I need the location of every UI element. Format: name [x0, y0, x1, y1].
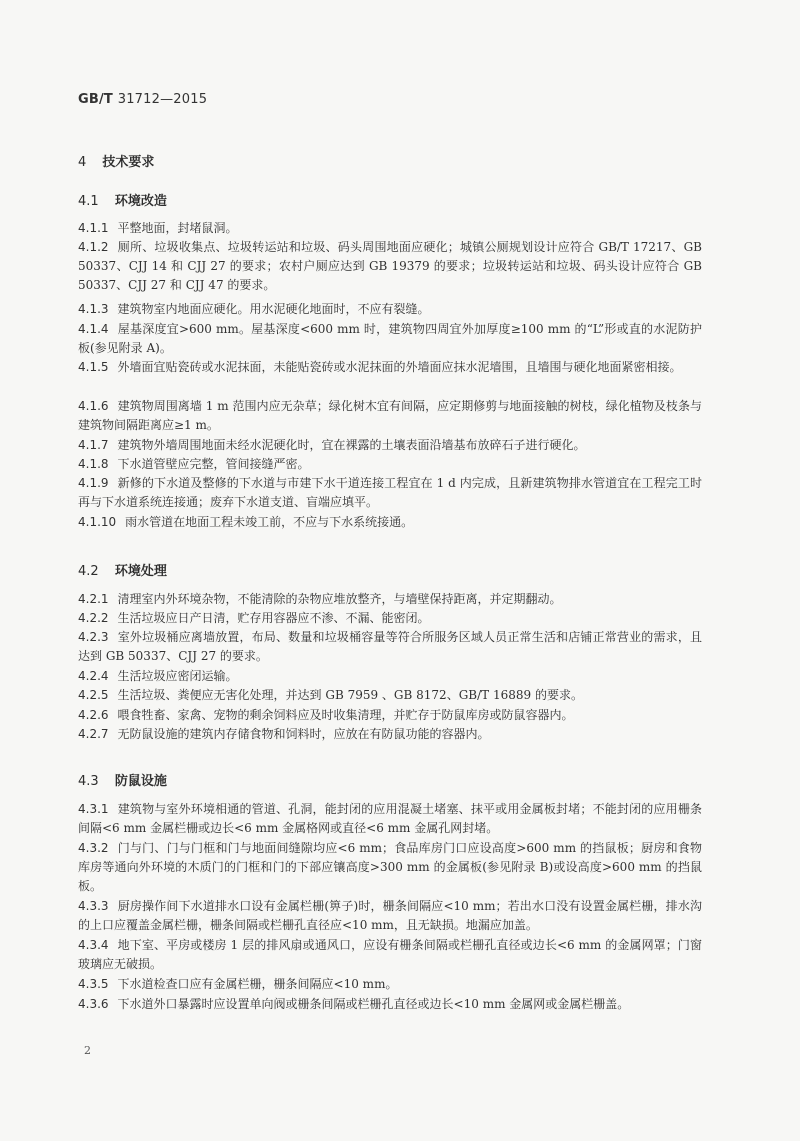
clause-4-1-5	[78, 358, 702, 377]
chapter-title: 技术要求	[102, 155, 155, 170]
clause-text: 外墙面宜贴瓷砖或水泥抹面，未能贴瓷砖或水泥抹面的外墙面应抹水泥墙围，且墙围与硬化地面紧密相接。	[117, 360, 682, 374]
clause-text: 无防鼠设施的建筑内存储食物和饲料时，应放在有防鼠功能的容器内。	[117, 727, 490, 741]
clause-number: 4.3.4	[78, 938, 109, 952]
clause-number: 4.3.6	[78, 997, 109, 1011]
clause-number: 4.1.3	[78, 302, 109, 316]
clause-4-1-1	[78, 219, 702, 238]
clause-4-3-5	[78, 975, 702, 994]
section-title: 环境处理	[114, 564, 167, 579]
clause-4-1-2	[78, 238, 702, 296]
clause-number: 4.2.3	[78, 630, 109, 644]
page-number: 2	[84, 1044, 91, 1057]
standard-prefix: GB/T	[78, 92, 113, 107]
section-heading	[78, 560, 167, 579]
section-title: 防鼠设施	[114, 774, 167, 789]
clause-number: 4.1.2	[78, 240, 109, 254]
clause-text: 厨房操作间下水道排水口设有金属栏栅(箅子)时，栅条间隔应<10 mm；若出水口没有设置金属栏栅，排水沟的上口应覆盖金属栏栅，栅条间隔或栏栅孔直径应<10 mm，且无缺损。地漏应加盖。	[78, 899, 702, 933]
clause-text: 地下室、平房或楼房 1 层的排风扇或通风口，应设有栅条间隔或栏栅孔直径或边长<6 mm 的金属网罩；门窗玻璃应无破损。	[78, 938, 702, 972]
clause-text: 建筑物室内地面应硬化。用水泥硬化地面时，不应有裂缝。	[117, 302, 430, 316]
clause-number: 4.1.10	[78, 515, 117, 529]
clause-number: 4.3.5	[78, 977, 109, 991]
clause-text: 平整地面，封堵鼠洞。	[117, 221, 238, 235]
clause-number: 4.3.3	[78, 899, 109, 913]
clause-4-2-3	[78, 628, 702, 666]
clause-text: 下水道管壁应完整，管间接缝严密。	[117, 457, 310, 471]
clause-number: 4.1.6	[78, 399, 109, 413]
clause-text: 下水道检查口应有金属栏栅，栅条间隔应<10 mm。	[117, 977, 398, 991]
clause-text: 生活垃圾应密闭运输。	[117, 669, 238, 683]
clause-number: 4.2.7	[78, 727, 109, 741]
clause-4-2-4	[78, 667, 702, 686]
clause-number: 4.1.1	[78, 221, 109, 235]
clause-number: 4.1.9	[78, 476, 109, 490]
section-number: 4.3	[78, 774, 99, 789]
clause-4-3-6	[78, 995, 702, 1014]
section-number: 4.2	[78, 564, 99, 579]
clause-text: 清理室内外环境杂物，不能清除的杂物应堆放整齐，与墙壁保持距离，并定期翻动。	[117, 592, 562, 606]
section-heading	[78, 190, 167, 209]
clause-number: 4.2.6	[78, 708, 109, 722]
clause-text: 下水道外口暴露时应设置单向阀或栅条间隔或栏栅孔直径或边长<10 mm 金属网或金属栏栅盖。	[117, 997, 630, 1011]
section-heading	[78, 770, 167, 789]
clause-4-2-5	[78, 686, 702, 705]
clause-4-3-2	[78, 839, 702, 897]
clause-text: 喂食牲畜、家禽、宠物的剩余饲料应及时收集清理，并贮存于防鼠库房或防鼠容器内。	[117, 708, 574, 722]
clause-text: 新修的下水道及整修的下水道与市建下水干道连接工程宜在 1 d 内完成，且新建筑物排水管道宜在工程完工时再与下水道系统连接通；废弃下水道支道、盲端应填平。	[78, 476, 702, 510]
section-title: 环境改造	[114, 194, 167, 209]
clause-text: 厕所、垃圾收集点、垃圾转运站和垃圾、码头周围地面应硬化；城镇公厕规划设计应符合 GB/T 17217、GB 50337、CJJ 14 和 CJJ 27 的要求；农村户厕应达到 GB 19379 的要求；垃圾转运站和垃圾、码头设计应符合 GB 50337、CJJ 27 和 CJJ 47 的要求。	[78, 240, 702, 293]
chapter-number: 4	[78, 155, 87, 170]
clause-text: 室外垃圾桶应离墙放置，布局、数量和垃圾桶容量等符合所服务区域人员正常生活和店铺正常营业的需求，且达到 GB 50337、CJJ 27 的要求。	[78, 630, 702, 664]
clause-4-1-10	[78, 513, 702, 532]
clause-4-1-8	[78, 455, 702, 474]
clause-4-2-7	[78, 725, 702, 744]
chapter-heading	[78, 151, 154, 170]
clause-number: 4.2.1	[78, 592, 109, 606]
clause-text: 建筑物周围离墙 1 m 范围内应无杂草；绿化树木宜有间隔，应定期修剪与地面接触的树枝，绿化植物及枝条与建筑物间隔距离应≥1 m。	[78, 399, 702, 433]
section-number: 4.1	[78, 194, 99, 209]
clause-text: 生活垃圾应日产日清，贮存用容器应不渗、不漏、能密闭。	[117, 611, 430, 625]
standard-number: 31712—2015	[117, 92, 208, 107]
clause-4-3-1	[78, 800, 702, 838]
clause-4-1-4	[78, 320, 702, 358]
clause-4-1-7	[78, 436, 702, 455]
clause-text: 屋基深度宜>600 mm。屋基深度<600 mm 时，建筑物四周宜外加厚度≥100 mm 的“L”形或直的水泥防护板(参见附录 A)。	[78, 322, 702, 356]
clause-4-3-3	[78, 897, 702, 935]
clause-text: 建筑物外墙周围地面未经水泥硬化时，宜在裸露的土壤表面沿墙基布放碎石子进行硬化。	[117, 438, 586, 452]
clause-number: 4.1.8	[78, 457, 109, 471]
clause-text: 雨水管道在地面工程未竣工前，不应与下水系统接通。	[125, 515, 414, 529]
clause-4-2-6	[78, 706, 702, 725]
clause-text: 生活垃圾、粪便应无害化处理，并达到 GB 7959 、GB 8172、GB/T 16889 的要求。	[117, 688, 583, 702]
clause-number: 4.1.4	[78, 322, 109, 336]
standard-number-header	[78, 92, 207, 107]
clause-text: 门与门、门与门框和门与地面间缝隙均应<6 mm；食品库房门口应设高度>600 mm 的挡鼠板；厨房和食物库房等通向外环境的木质门的门框和门的下部应镶高度>300 mm 的金属板(参见附录 B)或设高度>600 mm 的挡鼠板。	[78, 841, 702, 894]
clause-4-1-3	[78, 300, 702, 319]
clause-number: 4.2.4	[78, 669, 109, 683]
clause-number: 4.2.2	[78, 611, 109, 625]
clause-number: 4.3.2	[78, 841, 109, 855]
clause-number: 4.1.5	[78, 360, 109, 374]
clause-4-2-1	[78, 590, 702, 609]
clause-number: 4.2.5	[78, 688, 109, 702]
clause-4-3-4	[78, 936, 702, 974]
clause-4-1-9	[78, 474, 702, 512]
clause-number: 4.3.1	[78, 802, 109, 816]
clause-4-2-2	[78, 609, 702, 628]
clause-text: 建筑物与室外环境相通的管道、孔洞，能封闭的应用混凝土堵塞、抹平或用金属板封堵；不能封闭的应用栅条间隔<6 mm 金属栏栅或边长<6 mm 金属格网或直径<6 mm 金属孔网封堵。	[78, 802, 702, 836]
clause-4-1-6	[78, 397, 702, 435]
clause-number: 4.1.7	[78, 438, 109, 452]
